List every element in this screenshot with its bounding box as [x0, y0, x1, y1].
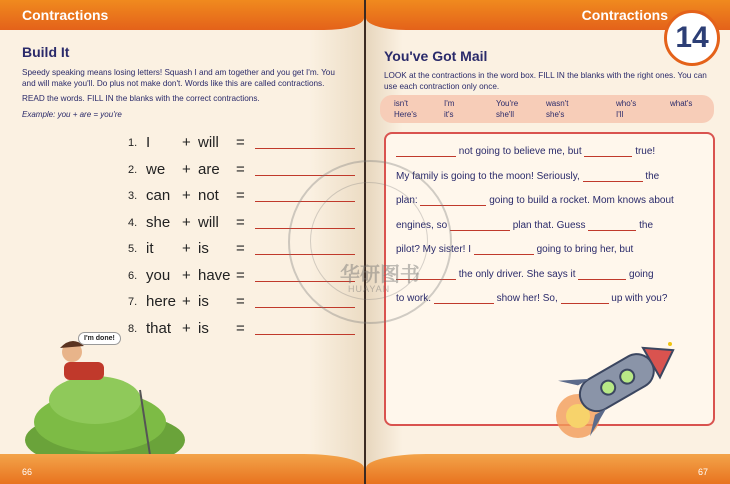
answer-blank[interactable]: [255, 254, 355, 255]
letter-text: true!: [632, 146, 656, 157]
exercise-word-a: we: [146, 160, 166, 178]
exercise-number: 6.: [128, 269, 138, 282]
left-page-number: 66: [22, 467, 33, 477]
exercise-row: [0, 214, 364, 234]
right-footer: [366, 454, 730, 484]
word-box-item: it's: [444, 110, 454, 119]
exercise-number: 1.: [128, 137, 138, 149]
left-intro-line1: Speedy speaking means losing letters! Squash I and am together and you get I'm. You: [22, 68, 335, 77]
exercise-plus: +: [182, 266, 191, 284]
right-heading: You've Got Mail: [384, 48, 488, 64]
exercise-row: [0, 267, 364, 287]
watermark-text: 华研图书: [340, 264, 420, 286]
letter-blank[interactable]: [578, 269, 626, 280]
word-box-item: isn't: [394, 99, 408, 108]
right-intro-line1: LOOK at the contractions in the word box. FILL IN the blanks with the right ones. You can: [384, 71, 707, 80]
exercise-word-b: will: [198, 134, 219, 151]
word-box-item: she'll: [496, 110, 514, 119]
exercise-number: 5.: [128, 243, 138, 255]
letter-text: going: [626, 268, 654, 280]
letter-blank[interactable]: [434, 293, 494, 304]
letter-line: [396, 220, 653, 231]
letter-text: to work.: [396, 293, 434, 304]
exercise-plus: +: [182, 240, 191, 257]
exercise-equals: =: [236, 134, 245, 151]
letter-text: engines, so: [396, 219, 450, 231]
letter-text: going to build a rocket. Mom knows about: [486, 195, 674, 206]
letter-text: the: [642, 170, 660, 182]
left-page: [0, 0, 364, 484]
left-banner: Contractions: [0, 0, 364, 30]
exercise-equals: =: [236, 187, 245, 204]
speech-bubble: I'm done!: [78, 332, 121, 345]
letter-blank[interactable]: [396, 146, 456, 157]
exercise-equals: =: [236, 266, 245, 284]
letter-text: plan:: [396, 195, 421, 206]
word-box-item: who's: [616, 99, 637, 108]
rocket-illustration: [538, 326, 688, 446]
word-box-item: wasn't: [546, 99, 569, 108]
word-box-item: she's: [546, 110, 565, 119]
exercise-row: [0, 134, 364, 154]
exercise-number: 2.: [128, 163, 138, 176]
letter-text: show her! So,: [493, 293, 561, 304]
exercise-equals: =: [236, 240, 245, 257]
word-box: [380, 95, 714, 123]
exercise-word-a: you: [146, 266, 171, 284]
answer-blank[interactable]: [255, 175, 355, 176]
left-intro-line2: and will make you'll. Do plus not make don't. Words like this are called contractions.: [22, 79, 325, 88]
letter-text: plan that. Guess: [509, 219, 589, 231]
exercise-word-b: is: [198, 319, 209, 337]
letter-text: pilot? My sister! I: [396, 244, 474, 255]
exercise-word-b: is: [198, 240, 209, 257]
letter-line: [396, 171, 659, 182]
exercise-plus: +: [182, 213, 191, 231]
answer-blank[interactable]: [255, 334, 355, 335]
letter-blank[interactable]: [561, 293, 609, 304]
exercise-row: [0, 187, 364, 207]
exercise-word-b: not: [198, 187, 219, 204]
left-intro: [22, 67, 357, 104]
exercise-plus: +: [182, 293, 191, 310]
letter-text: up with you?: [608, 293, 668, 304]
exercise-word-a: it: [146, 240, 154, 257]
exercise-row: [0, 240, 364, 260]
letter-blank[interactable]: [450, 220, 510, 231]
exercise-word-a: here: [146, 293, 177, 310]
exercise-word-a: she: [146, 213, 171, 231]
word-box-item: what's: [670, 99, 693, 108]
word-box-item: I'm: [444, 99, 455, 108]
letter-line: [396, 269, 654, 280]
letter-blank[interactable]: [583, 171, 643, 182]
exercise-row: [0, 293, 364, 313]
letter-text: not going to believe me, but: [456, 146, 585, 157]
left-footer: [0, 454, 364, 484]
kid-shirt: [64, 362, 104, 380]
exercise-equals: =: [236, 160, 245, 178]
exercise-word-b: are: [198, 160, 220, 178]
left-instruction: READ the words. FILL IN the blanks with the correct contractions.: [22, 94, 260, 103]
answer-blank[interactable]: [255, 228, 355, 229]
exercise-plus: +: [182, 319, 191, 337]
exercise-equals: =: [236, 213, 245, 231]
right-page-number: 67: [697, 467, 708, 477]
letter-text: going to bring her, but: [533, 244, 634, 255]
word-box-item: Here's: [394, 110, 417, 119]
exercise-word-b: have: [198, 266, 231, 284]
letter-text: the: [636, 219, 654, 231]
exercise-plus: +: [182, 187, 191, 204]
exercise-plus: +: [182, 160, 191, 178]
exercise-number: 8.: [128, 322, 138, 335]
exercise-number: 3.: [128, 190, 138, 202]
right-intro-line2: use each contraction only once.: [384, 82, 500, 91]
word-box-item: I'll: [616, 110, 624, 119]
lesson-number-badge: 14: [664, 10, 720, 66]
letter-blank[interactable]: [420, 195, 486, 206]
letter-line: [396, 293, 667, 304]
letter-blank[interactable]: [474, 244, 534, 255]
answer-blank[interactable]: [255, 148, 355, 149]
exercise-equals: =: [236, 293, 245, 310]
exercise-number: 7.: [128, 296, 138, 308]
exercise-row: [0, 161, 364, 181]
letter-line: [396, 146, 655, 157]
exercise-word-a: I: [146, 134, 151, 151]
watermark-sub: HUAYAN: [348, 284, 391, 294]
letter-blank[interactable]: [396, 269, 456, 280]
letter-blank[interactable]: [588, 220, 636, 231]
word-box-item: You're: [496, 99, 519, 108]
money-pile-illustration: [20, 330, 190, 460]
answer-blank[interactable]: [255, 281, 355, 282]
letter-text: My family is going to the moon! Seriously,: [396, 170, 583, 182]
exercise-word-a: can: [146, 187, 171, 204]
right-intro: [384, 70, 714, 92]
left-heading: Build It: [22, 44, 70, 60]
right-page: [366, 0, 730, 484]
exercise-plus: +: [182, 134, 191, 151]
right-banner: Contractions: [366, 0, 730, 30]
exercise-word-b: will: [198, 213, 219, 231]
letter-blank[interactable]: [584, 146, 632, 157]
letter-line: [396, 195, 674, 206]
answer-blank[interactable]: [255, 307, 355, 308]
letter-line: [396, 244, 633, 255]
exercise-number: 4.: [128, 216, 138, 229]
exercise-word-a: that: [146, 319, 172, 337]
answer-blank[interactable]: [255, 201, 355, 202]
exercise-equals: =: [236, 319, 245, 337]
exercise-word-b: is: [198, 293, 209, 310]
left-example: Example: you + are = you're: [22, 110, 122, 119]
letter-text: the only driver. She says it: [456, 268, 579, 280]
